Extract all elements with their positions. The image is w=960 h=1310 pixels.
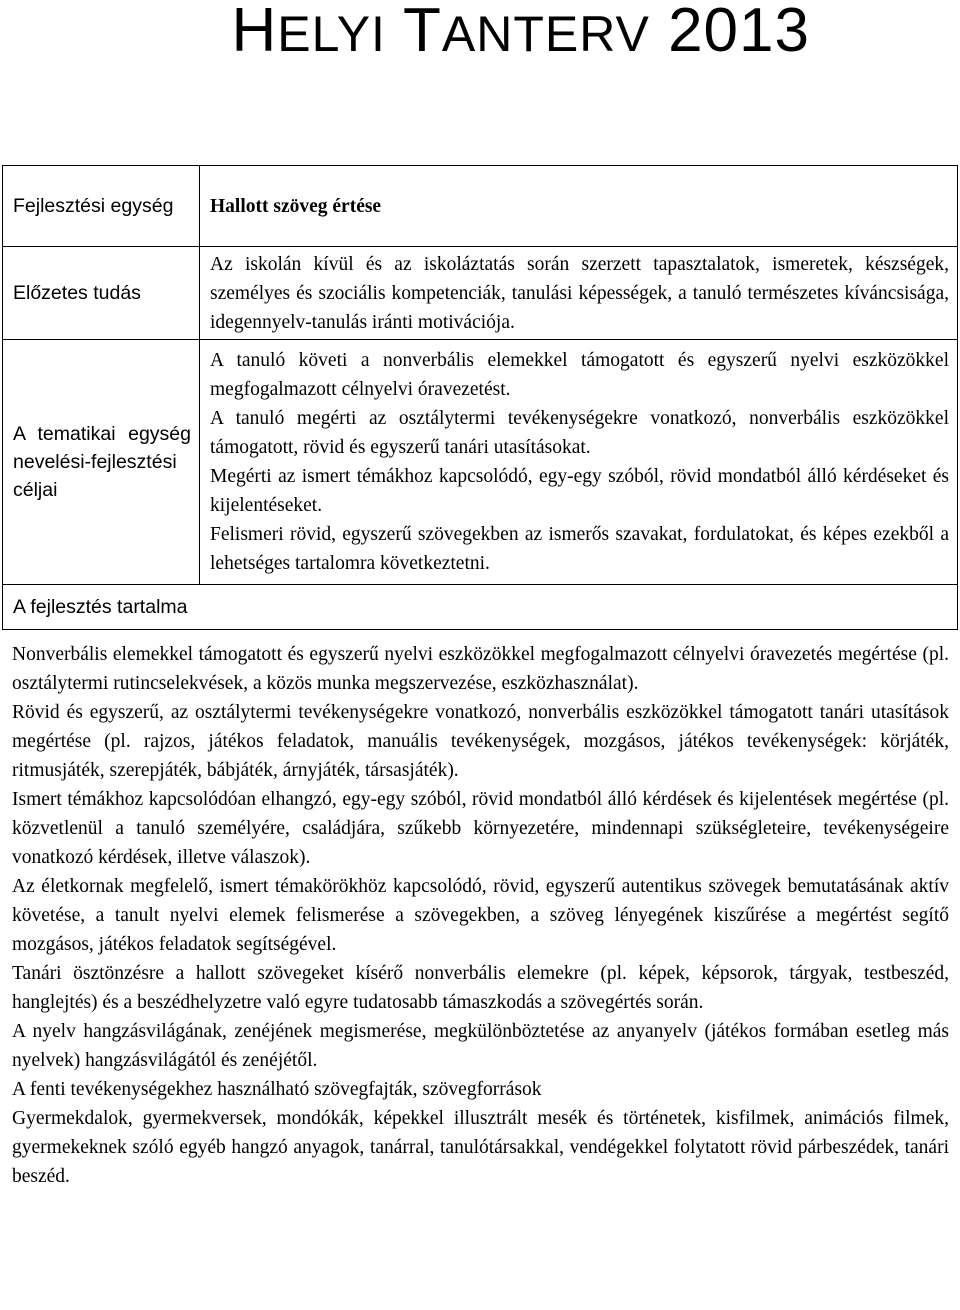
content-paragraph: Tanári ösztönzésre a hallott szövegeket kísérő nonverbális elemekre (pl. képek, képsorok, tárgyak, testbeszéd, hanglejtés) és a beszédhelyzetre való egyre tudatosabb támaszkodás a szövegértés során.	[12, 963, 949, 1013]
content-body	[12, 640, 949, 1191]
content-paragraph: Nonverbális elemekkel támogatott és egyszerű nyelvi eszközökkel megfogalmazott célnyelvi óravezetés megértése (pl. osztálytermi rutincselekvések, a közös munka megszervezése, eszközhasználat).	[12, 644, 949, 694]
title-initial-1: H	[231, 0, 278, 65]
goals-label: A tematikai egység nevelési-fejlesztési céljai	[3, 340, 200, 585]
unit-label: Fejlesztési egység	[3, 166, 200, 247]
prior-knowledge-label: Előzetes tudás	[3, 247, 200, 340]
goal-item: A tanuló megérti az osztálytermi tevékenységekre vonatkozó, nonverbális eszközökkel támogatott, rövid és egyszerű tanári utasításokat.	[210, 408, 949, 458]
prior-knowledge-value: Az iskolán kívül és az iskoláztatás során szerzett tapasztalatok, ismeretek, készségek, személyes és szociális kompetenciák, tanulási képességek, a tanuló természetes kíváncsisága, idegennyelv-tanulás iránti motivációja.	[200, 247, 958, 340]
unit-value: Hallott szöveg értése	[200, 166, 958, 247]
goals-cell	[200, 340, 958, 585]
title-initial-2: T	[403, 0, 442, 65]
content-paragraph: Ismert témákhoz kapcsolódóan elhangzó, egy-egy szóból, rövid mondatból álló kérdések és kijelentések megértése (pl. közvetlenül a tanuló személyére, családjára, szűkebb környezetére, mindennapi szükségleteire, tevékenységeire vonatkozó kérdések, illetve válaszok).	[12, 789, 949, 868]
table-row	[3, 340, 958, 585]
content-label: A fejlesztés tartalma	[3, 585, 958, 630]
content-paragraph: Rövid és egyszerű, az osztálytermi tevékenységekre vonatkozó, nonverbális eszközökkel támogatott tanári utasítások megértése (pl. rajzos, játékos feladatok, manuális tevékenységek, mozgásos, játékos tevékenységek: körjáték, ritmusjáték, szerepjáték, bábjáték, árnyjáték, társasjáték).	[12, 702, 949, 781]
title-word-2: ANTERV	[441, 6, 650, 62]
title-year: 2013	[668, 0, 810, 65]
goal-item: Megérti az ismert témákhoz kapcsolódó, egy-egy szóból, rövid mondatból álló kérdéseket és kijelentéseket.	[210, 466, 949, 516]
content-paragraph: A nyelv hangzásvilágának, zenéjének megismerése, megkülönböztetése az anyanyelv (játékos formában esetleg más nyelvek) hangzásvilágától és zenéjétől.	[12, 1021, 949, 1071]
title-word-1: ELYI	[277, 6, 386, 62]
content-paragraph: Gyermekdalok, gyermekversek, mondókák, képekkel illusztrált mesék és történetek, kisfilmek, animációs filmek, gyermekeknek szóló egyéb hangzó anyagok, tanárral, tanulótársakkal, vendégekkel folytatott rövid párbeszédek, tanári beszéd.	[12, 1108, 949, 1187]
table-row	[3, 585, 958, 630]
goal-item: Felismeri rövid, egyszerű szövegekben az ismerős szavakat, fordulatokat, és képes ezekből a lehetséges tartalomra következtetni.	[210, 524, 949, 574]
table-row	[3, 166, 958, 247]
curriculum-table	[2, 165, 958, 630]
table-row	[3, 247, 958, 340]
content-paragraph: Az életkornak megfelelő, ismert témakörökhöz kapcsolódó, rövid, egyszerű autentikus szövegek bemutatásának aktív követése, a tanult nyelvi elemek felismerése a szövegekben, a szöveg lényegének kiszűrése a megértést segítő mozgásos, játékos feladatok segítségével.	[12, 876, 949, 955]
goal-item: A tanuló követi a nonverbális elemekkel támogatott és egyszerű nyelvi eszközökkel megfogalmazott célnyelvi óravezetést.	[210, 350, 949, 400]
sources-heading: A fenti tevékenységekhez használható szövegfajták, szövegforrások	[12, 1079, 542, 1100]
page-title	[231, 0, 810, 65]
